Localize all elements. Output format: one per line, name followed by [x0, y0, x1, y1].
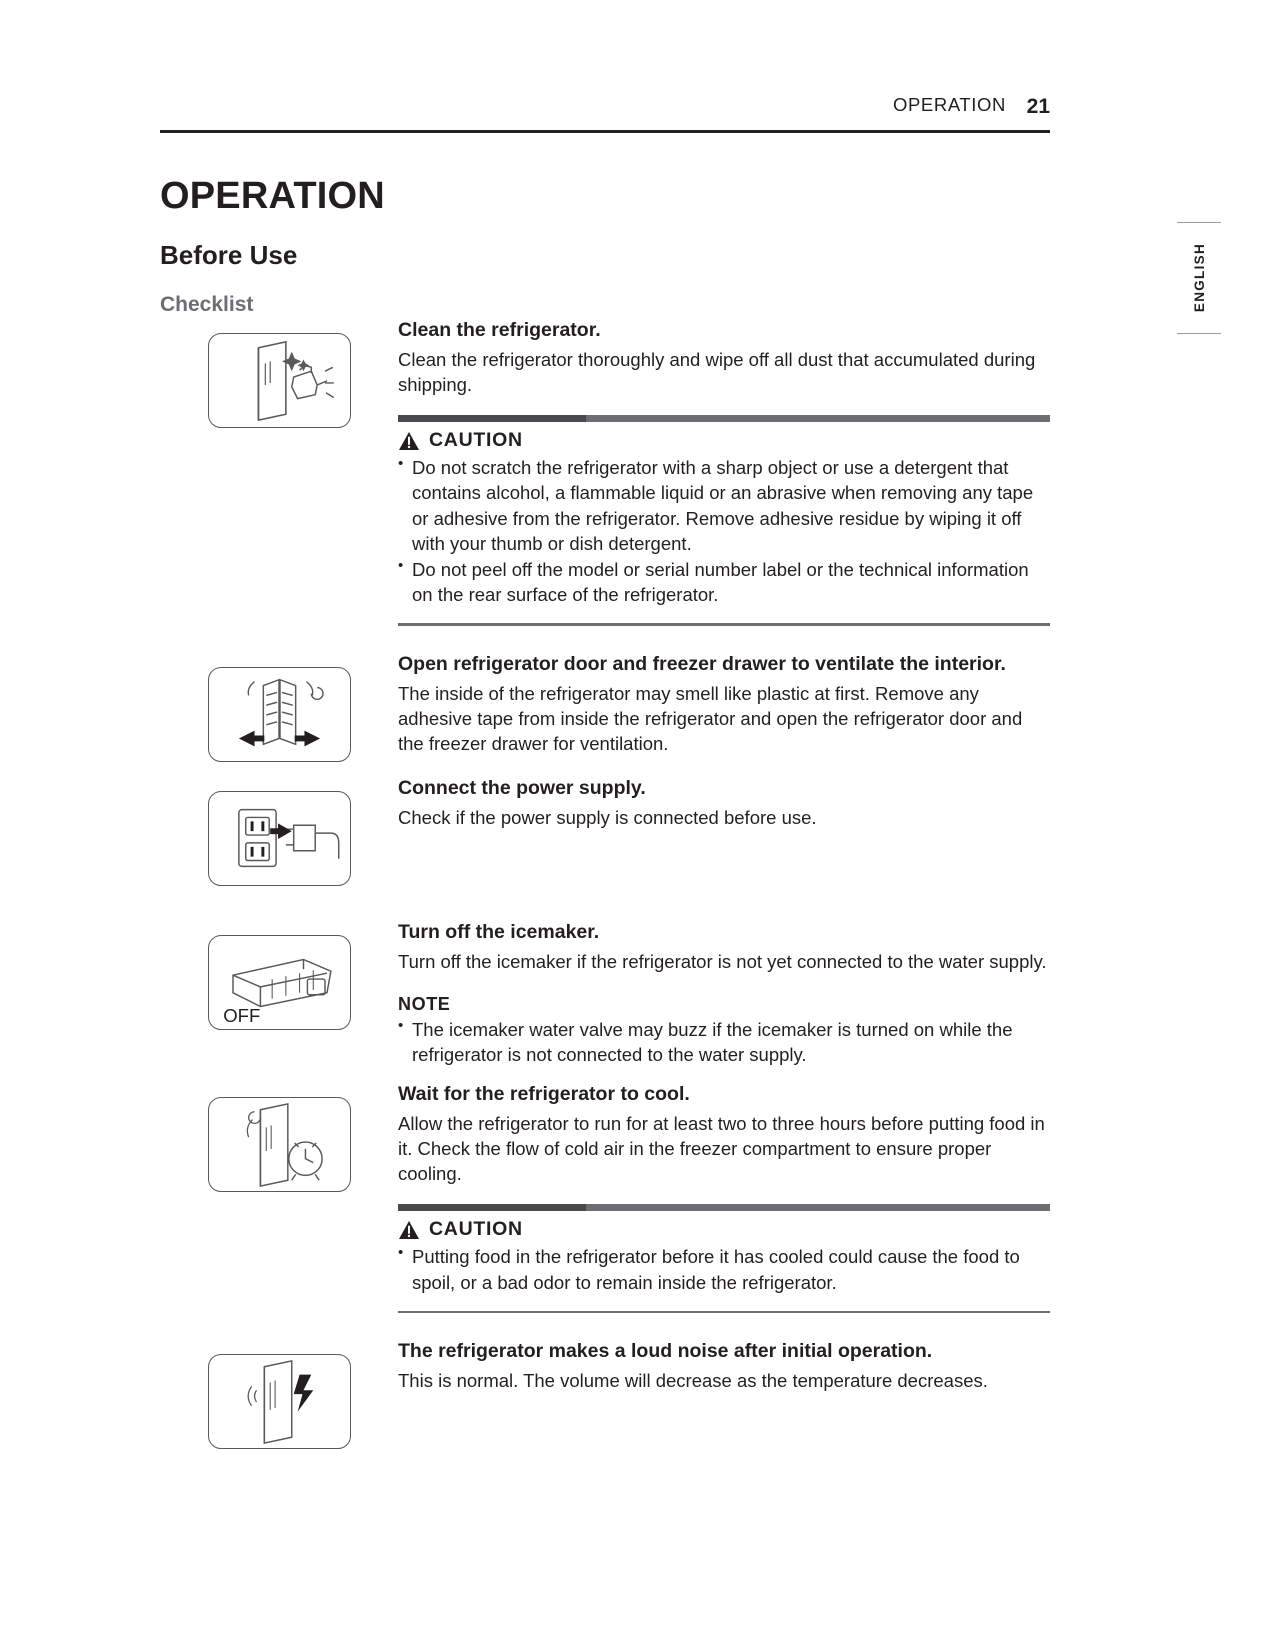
checklist-item-wait-for-cool — [160, 1082, 1050, 1313]
icon-column — [160, 776, 398, 886]
item-body: Clean the refrigerator thoroughly and wipe off all dust that accumulated during shipping. — [398, 348, 1036, 396]
power-plug-outlet-icon — [208, 791, 351, 886]
callout-bar-dark-segment — [398, 1204, 586, 1211]
item-title: Turn off the icemaker. — [398, 920, 600, 943]
text-column — [398, 652, 1050, 756]
callout-bar-light-segment — [586, 415, 1050, 422]
icon-column — [160, 652, 398, 762]
spacer — [160, 1068, 1050, 1082]
checklist-item-connect-power-supply — [160, 776, 1050, 886]
icon-column — [160, 1082, 398, 1192]
caution-label: CAUTION — [429, 429, 523, 452]
spacer — [160, 626, 1050, 652]
checklist-item-clean-the-refrigerator — [160, 318, 1050, 626]
caution-list-item: • Do not peel off the model or serial number label or the technical information on the rear surface of the refrigerator. — [398, 557, 1050, 607]
spacer — [160, 1313, 1050, 1339]
header-divider-rule — [160, 130, 1050, 133]
item-body: The inside of the refrigerator may smell like plastic at first. Remove any adhesive tape from inside the refrigerator and open the refrigerator door and the freezer drawer for ventilation. — [398, 682, 1023, 754]
icemaker-off-label: OFF — [223, 1004, 261, 1026]
caution-header — [398, 1218, 1050, 1241]
item-title: The refrigerator makes a loud noise after initial operation. — [398, 1340, 933, 1363]
note-list-item: • The icemaker water valve may buzz if the icemaker is turned on while the refrigerator is not connected to the water supply. — [398, 1017, 1050, 1067]
header-section-label: OPERATION — [893, 94, 1006, 115]
callout-bottom-rule — [398, 623, 1050, 625]
caution-list — [398, 455, 1050, 607]
caution-list — [398, 1244, 1050, 1294]
caution-list-item: • Putting food in the refrigerator before it has cooled could cause the food to spoil, or a bad odor to remain inside the refrigerator. — [398, 1244, 1050, 1294]
item-title: Wait for the refrigerator to cool. — [398, 1083, 690, 1106]
caution-header — [398, 429, 1050, 452]
icon-column — [160, 1339, 398, 1449]
item-body: This is normal. The volume will decrease as the temperature decreases. — [398, 1370, 988, 1392]
text-column — [398, 318, 1050, 626]
text-column — [398, 1082, 1050, 1313]
caution-callout — [398, 415, 1050, 625]
item-title: Connect the power supply. — [398, 776, 646, 799]
icon-column — [160, 318, 398, 428]
callout-bar-dark-segment — [398, 415, 586, 422]
item-title: Clean the refrigerator. — [398, 319, 601, 341]
spray-cleaning-refrigerator-icon — [208, 333, 351, 428]
icemaker-off-icon — [208, 935, 351, 1030]
language-side-tab — [1177, 222, 1221, 334]
caution-list-item: • Do not scratch the refrigerator with a sharp object or use a detergent that contains alcohol, a flammable liquid or an abrasive when removing any tape or adhesive from the refrigerator. Remove adhesive residue by wiping it off with your thumb or dish detergent. — [398, 455, 1050, 556]
text-column — [398, 1339, 1050, 1393]
warning-triangle-icon — [398, 1220, 420, 1240]
checklist-item-open-door-ventilate — [160, 652, 1050, 762]
open-refrigerator-doors-icon — [208, 667, 351, 762]
checklist-content — [160, 318, 1050, 1449]
note-list — [398, 1017, 1050, 1067]
icon-column — [160, 920, 398, 1030]
spacer — [160, 762, 1050, 776]
warning-triangle-icon — [398, 431, 420, 451]
caution-label: CAUTION — [429, 1218, 523, 1241]
caution-callout — [398, 1204, 1050, 1313]
text-column — [398, 776, 1050, 830]
callout-bar-light-segment — [586, 1204, 1050, 1211]
item-title: Open refrigerator door and freezer drawer to ventilate the interior. — [398, 652, 1006, 675]
subsection-title: Checklist — [160, 293, 254, 316]
item-body: Check if the power supply is connected before use. — [398, 806, 817, 828]
item-body: Turn off the icemaker if the refrigerator is not yet connected to the water supply. — [398, 950, 1047, 972]
callout-bar — [398, 415, 1050, 422]
checklist-item-loud-noise-initial-operation — [160, 1339, 1050, 1449]
refrigerator-clock-icon — [208, 1097, 351, 1192]
language-side-tab-label: ENGLISH — [1191, 243, 1207, 313]
spacer — [160, 886, 1050, 920]
text-column — [398, 920, 1050, 1068]
chapter-title: OPERATION — [160, 175, 385, 218]
refrigerator-noise-icon — [208, 1354, 351, 1449]
note-label: NOTE — [398, 993, 451, 1014]
section-title: Before Use — [160, 239, 298, 270]
callout-bottom-rule — [398, 1311, 1050, 1313]
callout-bar — [398, 1204, 1050, 1211]
page-number: 21 — [1026, 95, 1050, 118]
item-body: Allow the refrigerator to run for at least two to three hours before putting food in it. Check the flow of cold air in the freezer compartment to ensure proper cooling. — [398, 1112, 1045, 1185]
checklist-item-turn-off-icemaker — [160, 920, 1050, 1068]
